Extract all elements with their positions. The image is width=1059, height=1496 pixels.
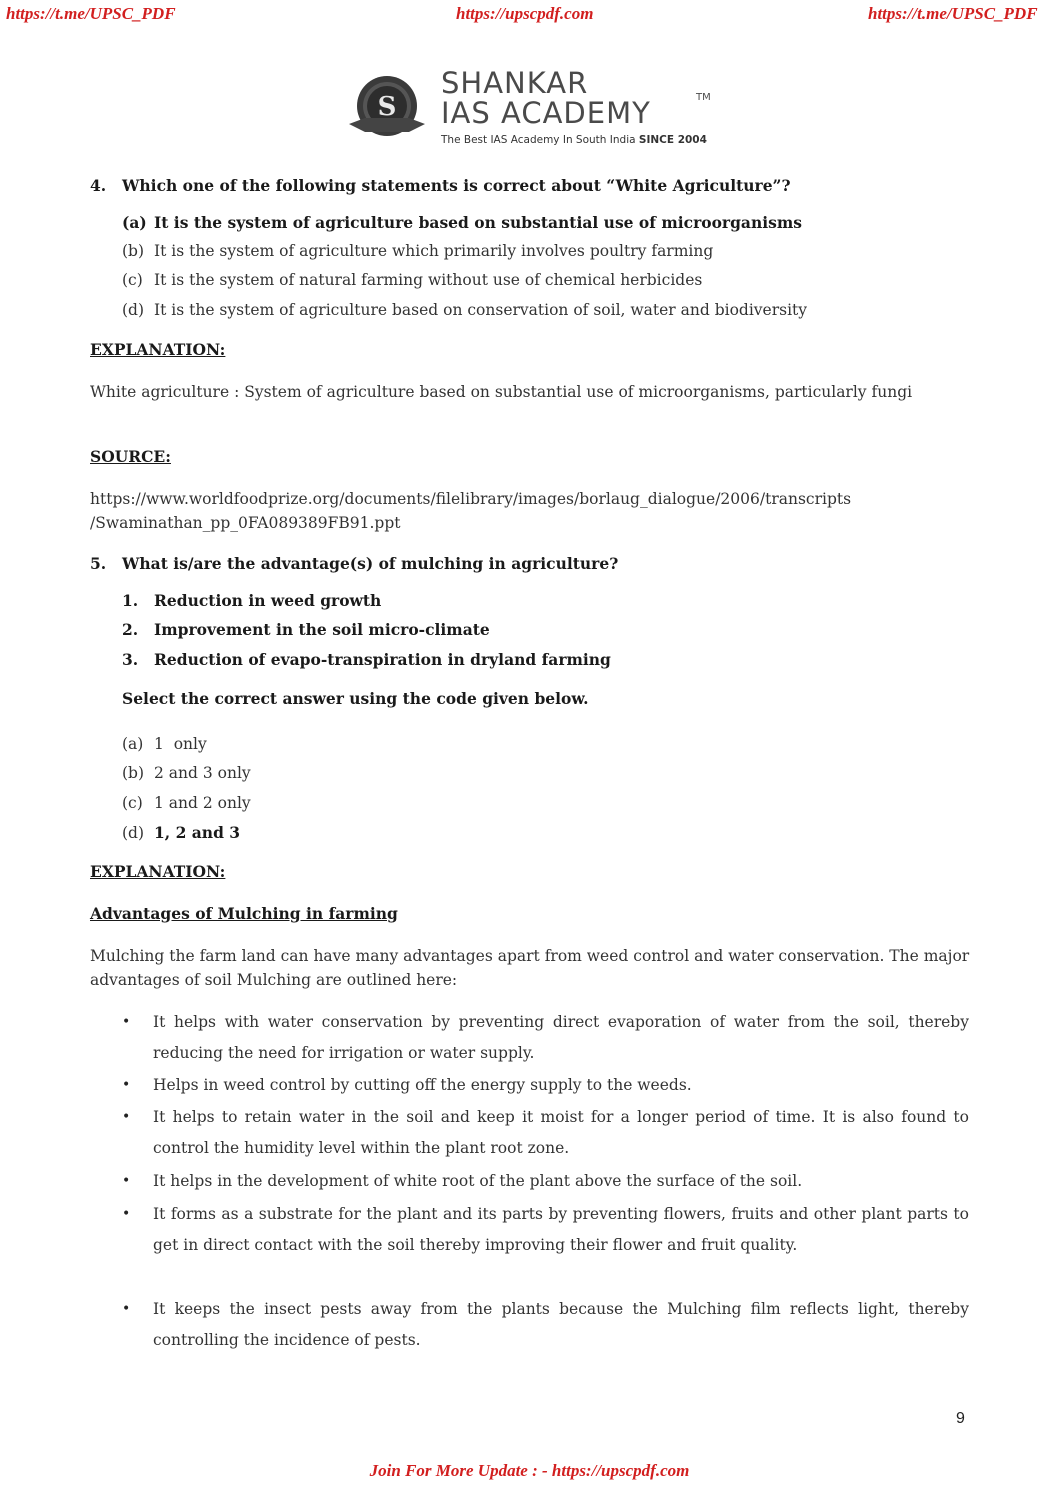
tagline-bold: SINCE 2004 [638,134,707,146]
header-bar [0,4,1059,26]
academy-tagline [441,134,707,146]
q5-explanation-heading: EXPLANATION: [90,862,226,881]
option-text: It is the system of agriculture which primarily involves poultry farming [154,242,714,260]
statement-number: 2. [122,620,139,639]
bullet-icon: • [122,1077,131,1093]
q5-statement-3 [122,650,611,669]
source-heading: SOURCE: [90,447,171,466]
option-label: (c) [122,794,143,812]
q5-option-b [122,764,251,782]
academy-name [441,68,651,128]
option-text: It is the system of agriculture based on conservation of soil, water and biodiversity [154,301,808,319]
q5-option-d [122,823,240,842]
question-4 [90,176,791,195]
academy-logo [345,68,725,158]
q4-option-c [122,271,702,289]
option-text: 1, 2 and 3 [154,823,241,842]
bullet-item-4: It helps in the development of white root of the plant above the surface of the soil. [153,1172,803,1190]
telegram-link-right[interactable]: https://t.me/UPSC_PDF [868,4,1038,23]
q4-option-b [122,242,713,260]
q4-option-a [122,213,802,232]
question-number: 5. [90,554,107,573]
source-link-line2[interactable]: /Swaminathan_pp_0FA089389FB91.ppt [90,514,401,532]
emblem-letter: S [377,92,397,122]
bullet-icon: • [122,1109,131,1125]
bullet-item-3: It helps to retain water in the soil and keep it moist for a longer period of time. It is also found to control the humidity level within the plant root zone. [153,1108,969,1157]
q4-explanation-heading: EXPLANATION: [90,340,226,359]
academy-emblem-icon [345,68,429,152]
bullet-item-5: It forms as a substrate for the plant and its parts by preventing flowers, fruits and other plant parts to get in direct contact with the soil thereby improving their flower and fruit quality. [153,1205,969,1254]
bullet-icon: • [122,1301,131,1317]
option-text: 1 and 2 only [154,794,251,812]
footer-link[interactable]: Join For More Update : - https://upscpdf.com [369,1461,690,1480]
q5-statement-1 [122,591,381,610]
bullet-icon: • [122,1173,131,1189]
bullet-item-2: Helps in weed control by cutting off the energy supply to the weeds. [153,1076,692,1094]
bullet-icon: • [122,1206,131,1222]
trademark-symbol: TM [696,92,711,103]
tagline-text: The Best IAS Academy In South India [441,134,636,146]
website-link-center[interactable]: https://upscpdf.com [456,4,594,23]
q4-option-d [122,301,807,319]
academy-name-line1: SHANKAR [441,66,589,100]
option-label: (b) [122,242,145,260]
question-number: 4. [90,176,107,195]
statement-number: 3. [122,650,139,669]
question-text: What is/are the advantage(s) of mulching in agriculture? [122,554,619,573]
q5-instruction: Select the correct answer using the code given below. [122,689,589,708]
option-text: It is the system of natural farming without use of chemical herbicides [154,271,703,289]
q4-explanation-text: White agriculture : System of agriculture based on substantial use of microorganisms, particularly fungi [90,383,913,401]
option-label: (d) [122,301,145,319]
option-text: 1 only [154,735,207,753]
source-link-line1[interactable]: https://www.worldfoodprize.org/documents/filelibrary/images/borlaug_dialogue/2006/transcripts [90,490,852,508]
bullet-icon: • [122,1014,131,1030]
q5-subheading: Advantages of Mulching in farming [90,904,398,923]
bullet-item-1: It helps with water conservation by preventing direct evaporation of water from the soil, thereby reducing the need for irrigation or water supply. [153,1013,969,1062]
q5-option-a [122,735,207,753]
statement-text: Reduction of evapo-transpiration in dryland farming [154,650,611,669]
q5-intro: Mulching the farm land can have many advantages apart from weed control and water conservation. The major advantages of soil Mulching are outlined here: [90,947,970,989]
question-5 [90,554,618,573]
q5-option-c [122,794,251,812]
statement-text: Reduction in weed growth [154,591,382,610]
statement-text: Improvement in the soil micro-climate [154,620,490,639]
q5-statement-2 [122,620,490,639]
academy-name-line2: IAS ACADEMY [441,96,651,130]
option-text: 2 and 3 only [154,764,251,782]
statement-number: 1. [122,591,139,610]
option-label: (d) [122,824,145,842]
option-label: (a) [122,735,144,753]
option-label: (b) [122,764,145,782]
page-number: 9 [956,1410,965,1427]
option-label: (a) [122,213,147,232]
option-text: It is the system of agriculture based on substantial use of microorganisms [154,213,802,232]
question-text: Which one of the following statements is correct about “White Agriculture”? [122,176,791,195]
option-label: (c) [122,271,143,289]
telegram-link-left[interactable]: https://t.me/UPSC_PDF [6,4,176,23]
bullet-item-6: It keeps the insect pests away from the plants because the Mulching film reflects light, thereby controlling the incidence of pests. [153,1300,969,1349]
